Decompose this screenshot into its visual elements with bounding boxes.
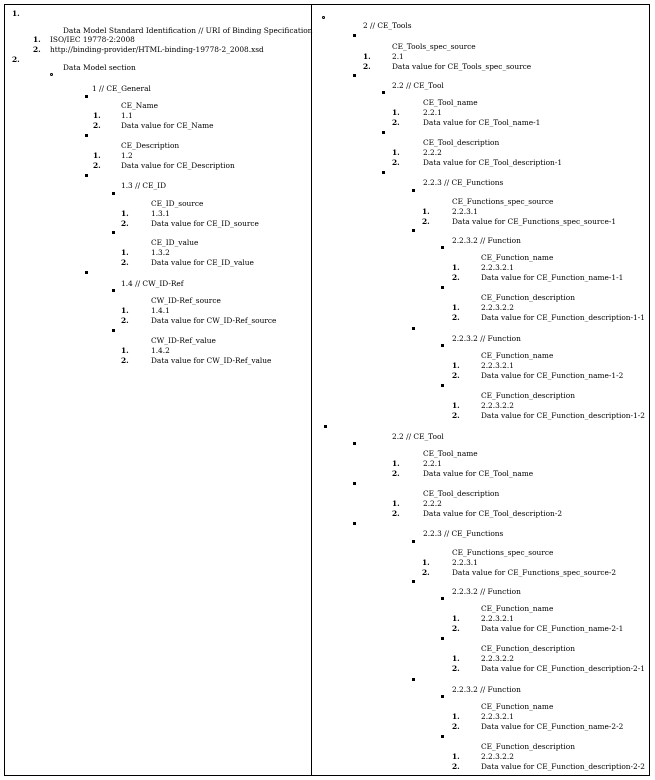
bullet-icon (412, 580, 415, 583)
list-number: 2. (121, 258, 129, 267)
list-number: 1. (422, 207, 430, 216)
tool-heading: 2.2 // CE_Tool (392, 432, 444, 441)
list-number: 2. (121, 316, 129, 325)
list-number: 2. (363, 62, 371, 71)
bullet-icon (112, 192, 115, 195)
bullet-icon (353, 482, 356, 485)
bullet-icon (353, 74, 356, 77)
list-number: 1. (452, 712, 460, 721)
field-label: CW_ID-Ref_source (151, 296, 221, 305)
list-number: 2. (452, 313, 460, 322)
list-number: 1. (121, 248, 129, 257)
list-number: 1. (392, 108, 400, 117)
list-number: 2. (452, 664, 460, 673)
list-item-text: 2.2.3.1 (452, 558, 478, 567)
field-label: CE_Function_name (481, 702, 554, 711)
function-heading: 2.2.3.2 // Function (452, 236, 521, 245)
bullet-icon (85, 95, 88, 98)
list-number: 1. (422, 558, 430, 567)
field-label: CE_Functions_spec_source (452, 197, 554, 206)
list-number: 2. (392, 118, 400, 127)
list-number: 2. (121, 356, 129, 365)
list-number: 1. (33, 35, 41, 44)
bullet-icon (382, 91, 385, 94)
list-item-text: Data value for CE_Tools_spec_source (392, 62, 532, 71)
bullet-icon (324, 425, 327, 428)
list-item-text: 2.2.3.2.1 (481, 614, 514, 623)
bullet-icon (412, 189, 415, 192)
list-item-text: Data value for CE_Name (121, 121, 214, 130)
list-item-text: 1.3.2 (151, 248, 170, 257)
list-item-text: Data value for CE_Function_description-2-1 (481, 664, 645, 673)
list-number: 2. (452, 762, 460, 771)
list-number: 1. (392, 459, 400, 468)
field-label: CE_Tool_description (423, 138, 500, 147)
list-item-text: Data value for CE_Function_description-2-2 (481, 762, 645, 771)
list-number: 2. (452, 411, 460, 420)
field-label: CE_ID_source (151, 199, 204, 208)
list-number: 1. (93, 111, 101, 120)
list-number: 1. (452, 361, 460, 370)
list-item-text: 1.3.1 (151, 209, 170, 218)
list-item-text: http://binding-provider/HTML-binding-19778-2_2008.xsd (50, 45, 264, 54)
list-item-text: 2.2.3.2.1 (481, 712, 514, 721)
list-item-text: ISO/IEC 19778-2:2008 (50, 35, 135, 44)
function-heading: 2.2.3.2 // Function (452, 334, 521, 343)
field-label: CE_ID_value (151, 238, 199, 247)
group-heading: 1.3 // CE_ID (121, 181, 167, 190)
field-label: CE_Description (121, 141, 180, 150)
list-item-text: Data value for CE_ID_source (151, 219, 259, 228)
list-number: 2. (452, 624, 460, 633)
group-heading: 2 // CE_Tools (363, 21, 412, 30)
list-number: 1. (392, 148, 400, 157)
list-item-text: Data value for CE_Function_name-2-2 (481, 722, 624, 731)
group-heading: 2.2.3 // CE_Functions (423, 529, 504, 538)
bullet-icon (412, 229, 415, 232)
list-item-text: 1.4.2 (151, 346, 170, 355)
list-number: 2. (452, 371, 460, 380)
field-label: CE_Function_description (481, 644, 575, 653)
tool-heading: 2.2 // CE_Tool (392, 81, 444, 90)
list-item-text: Data value for CE_Description (121, 161, 235, 170)
list-number: 1. (121, 346, 129, 355)
bullet-icon (441, 384, 444, 387)
bullet-icon (85, 134, 88, 137)
field-label: CE_Function_name (481, 253, 554, 262)
list-item-text: Data value for CW_ID-Ref_value (151, 356, 272, 365)
list-item-text: 2.2.3.2.1 (481, 263, 514, 272)
bullet-icon (412, 678, 415, 681)
bullet-icon (112, 231, 115, 234)
list-item-text: 2.2.3.2.1 (481, 361, 514, 370)
list-number: 2. (422, 217, 430, 226)
bullet-icon (441, 286, 444, 289)
list-item-text: 2.2.3.2.2 (481, 654, 514, 663)
list-item-text: 2.1 (392, 52, 404, 61)
list-item-text: Data value for CE_Function_description-1-1 (481, 313, 645, 322)
bullet-icon (85, 174, 88, 177)
field-label: CE_Functions_spec_source (452, 548, 554, 557)
list-item-text: 2.2.1 (423, 459, 442, 468)
field-label: CE_Function_description (481, 293, 575, 302)
list-item-text: 2.2.3.2.2 (481, 303, 514, 312)
list-item-text: Data value for CE_Tool_description-1 (423, 158, 563, 167)
function-heading: 2.2.3.2 // Function (452, 587, 521, 596)
list-number: 1. (452, 752, 460, 761)
list-item-text: Data value for CE_Function_name-1-1 (481, 273, 624, 282)
list-item-text: Data value for CE_Functions_spec_source-2 (452, 568, 617, 577)
bullet-icon (441, 344, 444, 347)
list-item-text: 2.2.3.2.2 (481, 401, 514, 410)
field-label: CE_Tools_spec_source (392, 42, 476, 51)
list-number: 2. (452, 722, 460, 731)
section-number: 2. (12, 55, 20, 64)
field-label: CW_ID-Ref_value (151, 336, 216, 345)
bullet-icon (412, 540, 415, 543)
field-label: CE_Name (121, 101, 159, 110)
column-divider (311, 4, 312, 776)
bullet-icon (441, 637, 444, 640)
list-item-text: Data value for CE_Function_description-1-2 (481, 411, 645, 420)
bullet-icon (85, 271, 88, 274)
section-number: 1. (12, 9, 20, 18)
list-item-text: Data value for CE_ID_value (151, 258, 254, 267)
list-item-text: 1.2 (121, 151, 133, 160)
field-label: CE_Function_name (481, 604, 554, 613)
list-number: 1. (452, 401, 460, 410)
circle-bullet-icon (322, 16, 325, 19)
bullet-icon (441, 597, 444, 600)
list-number: 1. (452, 303, 460, 312)
list-item-text: 2.2.3.2.2 (481, 752, 514, 761)
list-item-text: 2.2.1 (423, 108, 442, 117)
list-number: 2. (392, 469, 400, 478)
list-item-text: Data value for CE_Tool_description-2 (423, 509, 563, 518)
field-label: CE_Function_name (481, 351, 554, 360)
list-number: 2. (392, 158, 400, 167)
list-item-text: Data value for CE_Function_name-2-1 (481, 624, 624, 633)
list-item-text: Data value for CW_ID-Ref_source (151, 316, 277, 325)
bullet-icon (441, 735, 444, 738)
list-item-text: Data value for CE_Tool_name (423, 469, 534, 478)
list-item-text: 1.1 (121, 111, 133, 120)
group-heading: 2.2.3 // CE_Functions (423, 178, 504, 187)
bullet-icon (441, 246, 444, 249)
list-item-text: Data value for CE_Functions_spec_source-1 (452, 217, 617, 226)
list-number: 1. (452, 614, 460, 623)
bullet-icon (382, 131, 385, 134)
bullet-icon (382, 171, 385, 174)
data-model-section-title: Data Model section (63, 63, 136, 72)
list-item-text: 1.4.1 (151, 306, 170, 315)
list-number: 2. (93, 161, 101, 170)
list-number: 1. (93, 151, 101, 160)
bullet-icon (353, 522, 356, 525)
list-number: 2. (422, 568, 430, 577)
field-label: CE_Function_description (481, 391, 575, 400)
document-frame (4, 4, 650, 776)
group-heading: 1 // CE_General (92, 84, 151, 93)
list-number: 1. (121, 209, 129, 218)
list-number: 2. (392, 509, 400, 518)
binding-spec-title: Data Model Standard Identification // URI of Binding Specification (63, 26, 313, 35)
field-label: CE_Tool_name (423, 98, 478, 107)
bullet-icon (112, 329, 115, 332)
list-number: 2. (93, 121, 101, 130)
list-item-text: Data value for CE_Tool_name-1 (423, 118, 541, 127)
function-heading: 2.2.3.2 // Function (452, 685, 521, 694)
list-number: 2. (33, 45, 41, 54)
list-number: 2. (452, 273, 460, 282)
field-label: CE_Tool_description (423, 489, 500, 498)
circle-bullet-icon (50, 73, 53, 76)
list-item-text: Data value for CE_Function_name-1-2 (481, 371, 624, 380)
field-label: CE_Function_description (481, 742, 575, 751)
list-number: 1. (392, 499, 400, 508)
list-number: 1. (452, 263, 460, 272)
group-heading: 1.4 // CW_ID-Ref (121, 279, 184, 288)
bullet-icon (353, 442, 356, 445)
list-number: 1. (452, 654, 460, 663)
list-item-text: 2.2.3.1 (452, 207, 478, 216)
list-number: 1. (363, 52, 371, 61)
list-number: 1. (121, 306, 129, 315)
bullet-icon (441, 695, 444, 698)
bullet-icon (112, 289, 115, 292)
bullet-icon (412, 327, 415, 330)
bullet-icon (353, 34, 356, 37)
list-item-text: 2.2.2 (423, 499, 442, 508)
list-item-text: 2.2.2 (423, 148, 442, 157)
list-number: 2. (121, 219, 129, 228)
field-label: CE_Tool_name (423, 449, 478, 458)
